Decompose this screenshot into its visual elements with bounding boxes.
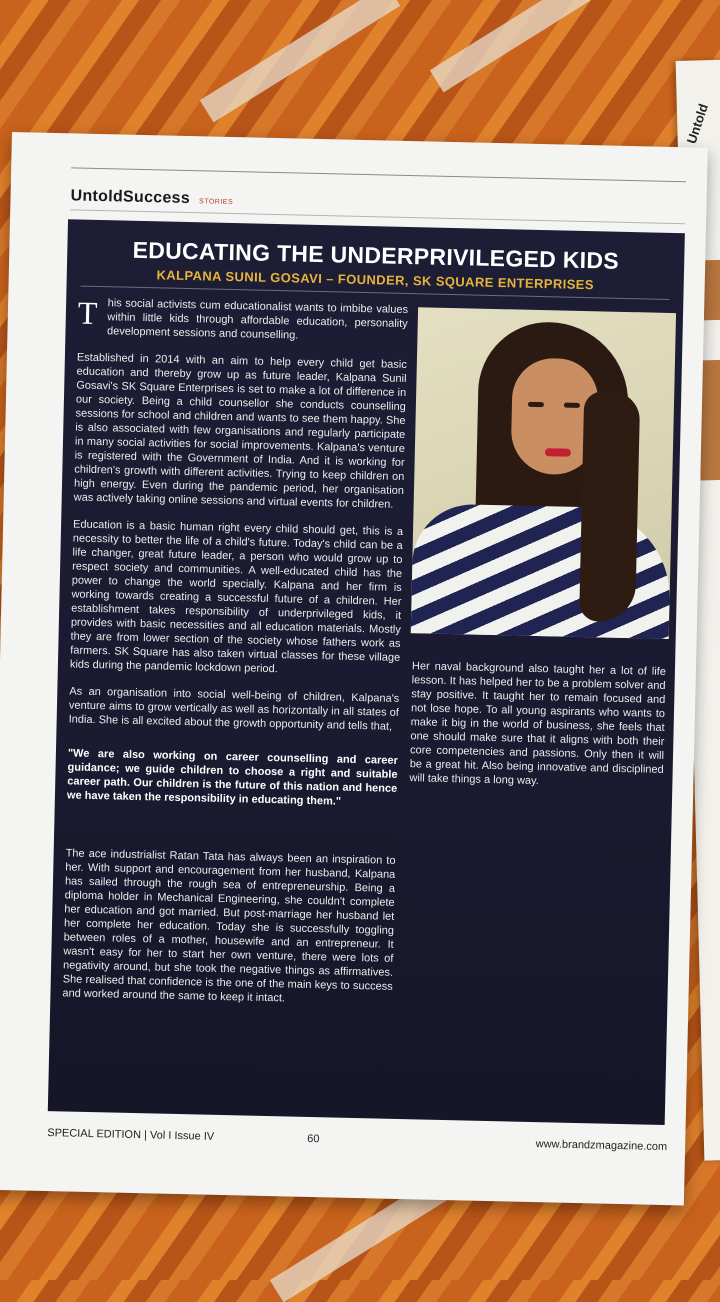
body-paragraph-2: Education is a basic human right every child should get, this is a necessity to better the life of a child's future. Today's child can be a life changer, great future leader, a person who would grow up to respect society and communities. A well-educated child has the power to change the world specially. Kalpana and her firm is working towards creating a successful future of a children. Her establishment takes responsibility of underprivileged kids, it provides with basic necessities and all education materials. Mostly they are from lower section of the society whose fathers work as farmers. SK Square has also taken virtual classes for these village kids during the pandemic lockdown period. <box>69 518 404 676</box>
section-label: STORIES <box>198 198 234 207</box>
photo-hair-front <box>579 391 640 622</box>
photo-eye <box>528 402 544 407</box>
portrait-photo <box>411 307 676 639</box>
body-paragraph-5: Her naval background also taught her a lot of life lesson. It has helped her to be a problem solver and stay positive. It taught her to remain focused and not lose hope. To all young aspirants who wants to make it big in the world of business, she feels that one should make sure that it aligns with both their core competencies and passions. Only then it will be a great hit. Also being innovative and disciplined will take things a long way. <box>409 660 667 788</box>
left-column <box>62 296 408 1021</box>
brand-name: UntoldSuccess <box>70 187 191 208</box>
photo-eye <box>564 403 580 408</box>
page-number: 60 <box>307 1132 320 1146</box>
pull-quote: "We are also working on career counselling and career guidance; we guide children to choose a right and suitable career path. Our children is the future of this nation and hence we have taken the responsibility in educating them." <box>66 747 398 808</box>
intro-paragraph <box>77 296 408 345</box>
right-column <box>409 659 666 791</box>
drop-cap: T <box>77 294 98 331</box>
body-paragraph-4: The ace industrialist Ratan Tata has always been an inspiration to her. With support and encouragement from her husband, Kalpana has sailed through the rough sea of entrepreneurship. Being a diploma holder in Mechanical Engineering, she couldn't complete her education and got married. But post-marriage her husband let her complete her education. Today she is successfully toggling between roles of a mother, housewife and an entrepreneur. It wasn't easy for her to start her own venture, there were lots of negativity around, but she took the negative things as affirmatives. She realised that confidence is the one of the main keys to success and worked around the same to keep it intact. <box>62 847 396 1005</box>
magazine-url: www.brandzmagazine.com <box>535 1138 668 1154</box>
photo-lips <box>545 448 571 457</box>
article-title: EDUCATING THE UNDERPRIVILEGED KIDS <box>132 236 620 274</box>
adjacent-page-tag: Untold <box>683 101 711 146</box>
rug-stripe <box>430 0 630 92</box>
rug-stripe <box>200 0 400 122</box>
edition-label: SPECIAL EDITION | Vol I Issue IV <box>47 1127 215 1143</box>
body-paragraph-3: As an organisation into social well-being of children, Kalpana's venture aims to grow vertically as well as horizontally in all states of India. She is all excited about the growth opportunity and tells that, <box>68 685 400 733</box>
article-panel <box>48 219 685 1125</box>
article-subtitle: KALPANA SUNIL GOSAVI – FOUNDER, SK SQUARE ENTERPRISES <box>156 267 595 293</box>
intro-text: his social activists cum educationalist wants to imbibe values within little kids through affordable education, personality development sessions and counselling. <box>106 297 409 342</box>
top-rule <box>71 167 686 182</box>
body-paragraph-1: Established in 2014 with an aim to help every child get basic education and thereby grow up as future leader, Kalpana Sunil Gosavi's SK Square Enterprises is set to make a lot of difference in our society. Being a child counsellor she conducts counselling sessions for school and children and wants to see them happy. She is also associated with few organisations and regularly participate in many social activities for social improvements. Kalpana's venture is registered with the Government of India. And it is working for children's growth with different activities. Trying to keep children on high energy. Even during the pandemic period, her organisation was actively taking online sessions and virtual events for children. <box>73 351 407 511</box>
magazine-page <box>0 132 708 1206</box>
section-header <box>70 185 233 209</box>
